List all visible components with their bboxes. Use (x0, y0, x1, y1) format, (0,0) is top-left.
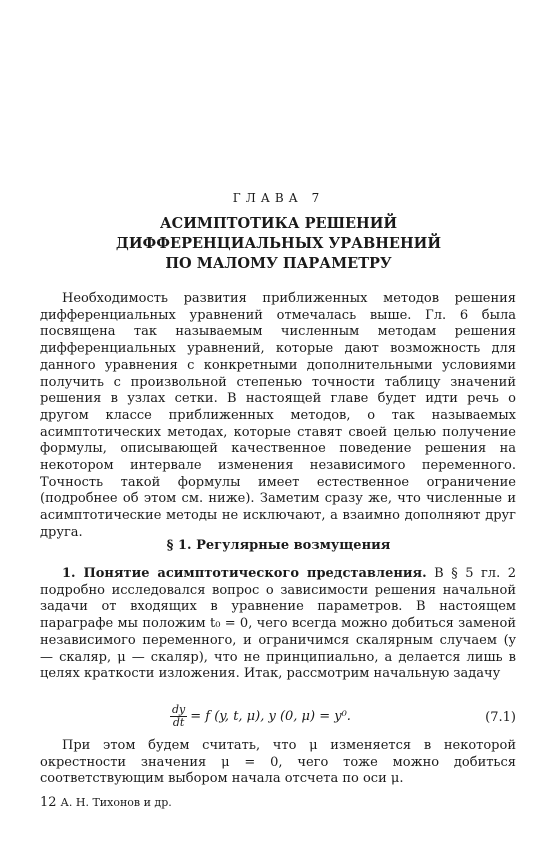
derivative-fraction (170, 704, 187, 729)
page-signature (40, 795, 172, 810)
chapter-title (0, 214, 557, 274)
chapter-title-line: ПО МАЛОМУ ПАРАМЕТРУ (165, 255, 392, 272)
chapter-title-line: АСИМПТОТИКА РЕШЕНИЙ (159, 215, 398, 232)
subsection-text: В § 5 гл. 2 подробно исследовался вопрос о зависимости решения начальной задачи от входящих в уравнение параметров. В настоящем параграфе мы положим t₀ = 0, чего всегда можно добиться заменой независимого переменного, и ограничимся скалярным случаем (y — скаляр, μ — скаляр), что не принципиально, а делается лишь в целях краткости изложения. Итак, рассмотрим начальную задачу (40, 566, 516, 682)
subsection-paragraph (40, 566, 516, 683)
closing-paragraph (40, 738, 516, 788)
equation-7-1 (40, 702, 516, 736)
chapter-title-line: ДИФФЕРЕНЦИАЛЬНЫХ УРАВНЕНИЙ (115, 235, 442, 252)
fraction-denominator: dt (172, 716, 185, 729)
intro-paragraph (40, 291, 516, 542)
signature-number: 12 (40, 795, 57, 810)
equation-expression (170, 704, 351, 729)
fraction-numerator: dy (172, 703, 186, 716)
intro-paragraph-text: Необходимость развития приближенных методов решения дифференциальных уравнений отмечалась выше. Гл. 6 была посвящена так называемым численным методам решения дифференциальных уравнений, которые дают возможность для данного уравнения с конкретными дополнительными условиями получить с произвольной степенью точности таблицу значений решения в узлах сетки. В настоящей главе будет идти речь о другом классе приближенных методов, о так называемых асимптотических методах, которые ставят своей целью получение формулы, описывающей качественное поведение решения на некотором интервале изменения независимого переменного. Точность такой формулы имеет естественное ограничение (подробнее об этом см. ниже). Заметим сразу же, что численные и асимптотические методы не исключают, а взаимно дополняют друг друга. (40, 291, 516, 540)
subsection-heading: 1. Понятие асимптотического представления. (62, 566, 427, 581)
equation-number: (7.1) (485, 710, 516, 725)
equation-rhs: = f (y, t, μ), y (0, μ) = y⁰. (190, 709, 351, 724)
section-heading: § 1. Регулярные возмущения (166, 538, 391, 553)
chapter-label: ГЛАВА 7 (232, 191, 325, 205)
closing-paragraph-text: При этом будем считать, что μ изменяется в некоторой окрестности значения μ = 0, чего тоже можно добиться соответствующим выбором начала отсчета по оси μ. (40, 738, 516, 787)
signature-text: А. Н. Тихонов и др. (60, 796, 172, 809)
